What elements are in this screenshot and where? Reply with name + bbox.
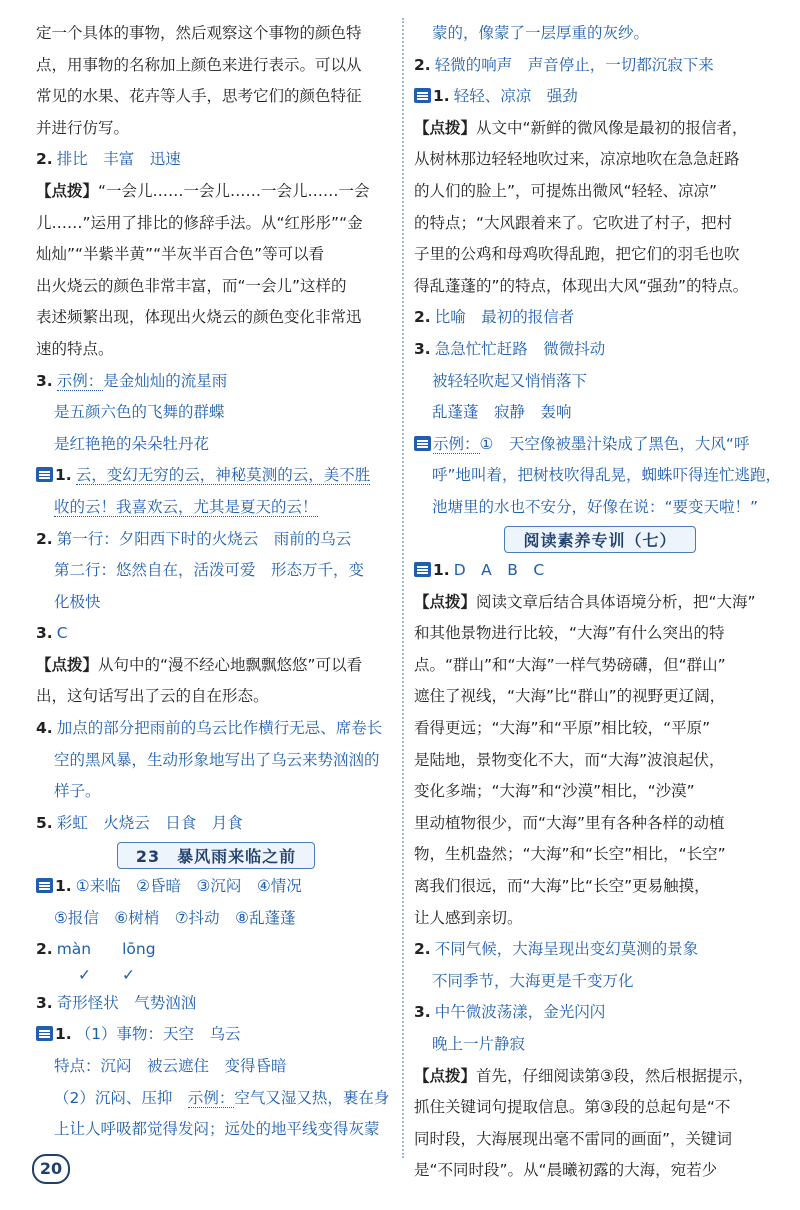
text: 点，用事物的名称加上颜色来进行表示。可以从 — [36, 55, 362, 74]
text-line — [414, 903, 786, 935]
text-line — [36, 176, 396, 208]
text: 物，生机盎然；“大海”和“长空”相比，“长空” — [414, 845, 726, 864]
example-label: 示例： — [433, 434, 480, 453]
text-line — [414, 587, 786, 619]
answer-text: 云，变幻无穷的云，神秘莫测的云，美不胜 — [75, 466, 371, 485]
answer-text: 不同气候，大海呈现出变幻莫测的景象 — [434, 940, 699, 959]
text-line — [36, 366, 396, 398]
question-number: 1. — [55, 466, 72, 485]
text: 出，这句话写出了云的自在形态。 — [36, 687, 269, 706]
answer-text: 是金灿灿的流星雨 — [103, 371, 228, 390]
text: 表述频繁出现，体现出火烧云的颜色变化非常迅 — [36, 308, 362, 327]
text-line — [36, 903, 396, 935]
question-number: 3. — [36, 624, 53, 643]
hint-text: 从文中“新鲜的微风像是最初的报信者， — [476, 118, 748, 137]
answer-text: 中午微波荡漾，金光闪闪 — [434, 1003, 606, 1022]
text-line — [36, 776, 396, 808]
question-number: 3. — [414, 339, 431, 358]
right-column — [414, 18, 786, 1187]
section-marker-icon — [36, 878, 53, 893]
text-line — [36, 988, 396, 1020]
text-line — [36, 271, 396, 303]
text-line — [414, 397, 786, 429]
hint-text: 阅读文章后结合具体语境分析，把“大海” — [476, 592, 756, 611]
text-line — [414, 713, 786, 745]
text-line — [36, 302, 396, 334]
text-line — [36, 524, 396, 556]
answer-text: 样子。 — [54, 782, 101, 801]
text-line — [414, 144, 786, 176]
question-number: 1. — [433, 561, 450, 580]
answer-text: 加点的部分把雨前的乌云比作横行无忌、席卷长 — [56, 719, 383, 738]
question-number: 5. — [36, 813, 53, 832]
text-line — [36, 81, 396, 113]
answer-text: 蒙的，像蒙了一层厚重的灰纱。 — [432, 24, 650, 42]
answer-text: 轻轻、凉凉 强劲 — [453, 87, 578, 106]
answer-text: 收的云！我喜欢云，尤其是夏天的云！ — [54, 497, 318, 516]
section-marker-icon — [414, 88, 431, 103]
answer-text: 是红艳艳的朵朵牡丹花 — [54, 434, 210, 453]
text: 里动植物很少，而“大海”里有各种各样的动植 — [414, 813, 725, 832]
question-number: 3. — [36, 371, 53, 390]
text-line — [414, 460, 786, 492]
text-line — [36, 618, 396, 650]
question-number: 2. — [36, 150, 53, 169]
section-marker-icon — [36, 1026, 53, 1041]
text: 是陆地，景物变化不大，而“大海”波浪起伏， — [414, 750, 725, 769]
example-label: 示例： — [187, 1088, 235, 1107]
text-line — [414, 334, 786, 366]
answer-text: ① 天空像被墨汁染成了黑色，大风“呼 — [479, 434, 750, 453]
hint-text: 首先，仔细阅读第③段，然后根据提示， — [476, 1066, 754, 1085]
question-number: 2. — [414, 308, 431, 327]
text: 的人们的脸上”，可提炼出微风“轻轻、凉凉” — [414, 181, 718, 200]
text-line — [414, 50, 786, 82]
text-line — [36, 208, 396, 240]
answer-text: 空的黑风暴，生动形象地写出了乌云来势汹汹的 — [54, 750, 380, 769]
answer-text: ⑤报信 ⑥树梢 ⑦抖动 ⑧乱蓬蓬 — [54, 908, 296, 927]
text-line — [414, 18, 786, 50]
text: 和其他景物进行比较，“大海”有什么突出的特 — [414, 624, 725, 643]
text-line — [414, 302, 786, 334]
text-line — [414, 1061, 786, 1093]
answer-text: 化极快 — [54, 592, 101, 611]
text-line — [36, 18, 396, 50]
text: 离我们很远，而“大海”比“长空”更易触摸， — [414, 877, 710, 896]
text: 得乱蓬蓬的”的特点，体现出大风“强劲”的特点。 — [414, 276, 749, 295]
example-label: 示例： — [56, 371, 104, 390]
text-line — [414, 871, 786, 903]
text-line — [414, 966, 786, 998]
text-line — [414, 808, 786, 840]
text-line — [414, 745, 786, 777]
text-line — [36, 745, 396, 777]
text-line — [36, 397, 396, 429]
text-line — [414, 650, 786, 682]
text-line — [414, 839, 786, 871]
answer-text: 比喻 最初的报信者 — [434, 308, 575, 327]
text-line — [36, 681, 396, 713]
answer-text: 特点：沉闷 被云遮住 变得昏暗 — [54, 1057, 287, 1075]
hint-text: “一会儿……一会儿……一会儿……一会 — [98, 181, 370, 200]
text: 变化多端；“大海”和“沙漠”相比，“沙漠” — [414, 782, 695, 801]
hint-label: 【点拨】 — [414, 592, 477, 611]
answer-text: 呼”地叫着，把树枝吹得乱晃，蜘蛛吓得连忙逃跑， — [432, 466, 782, 485]
page-number: 20 — [32, 1154, 70, 1184]
answer-text: 不同季节，大海更是千变万化 — [432, 971, 634, 990]
text-line — [36, 334, 396, 366]
answer-text: 是五颜六色的飞舞的群蝶 — [54, 403, 225, 422]
text-line — [414, 555, 786, 587]
hint-label: 【点拨】 — [414, 118, 477, 137]
text-line — [36, 1051, 396, 1083]
text-line — [414, 1155, 786, 1187]
text-line — [414, 113, 786, 145]
answer-text: 上让人呼吸都觉得发闷；远处的地平线变得灰蒙 — [54, 1120, 380, 1139]
answer-text: màn lōng — [56, 940, 156, 959]
question-number: 1. — [55, 877, 72, 896]
section-marker-icon — [414, 562, 431, 577]
text-line — [414, 934, 786, 966]
answer-text: 池塘里的水也不安分，好像在说：“要变天啦！” — [432, 497, 759, 516]
answer-text: 乱蓬蓬 寂静 轰响 — [432, 403, 572, 422]
text-line — [414, 1092, 786, 1124]
text-line — [414, 776, 786, 808]
text: 灿灿”“半紫半黄”“半灰半百合色”等可以看 — [36, 245, 325, 264]
section-marker-icon — [414, 436, 431, 451]
lesson-title: 阅读素养专训（七） — [504, 526, 695, 553]
hint-label: 【点拨】 — [36, 181, 99, 200]
lesson-title-banner — [414, 524, 786, 556]
tick-marks: ✓ ✓ — [78, 965, 135, 984]
text-line — [36, 587, 396, 619]
text-line — [36, 239, 396, 271]
text: 从树林那边轻轻地吹过来，凉凉地吹在急急赶路 — [414, 150, 740, 169]
text: 常见的水果、花卉等人手，思考它们的颜色特征 — [36, 87, 362, 106]
text: 抓住关键词句提取信息。第③段的总起句是“不 — [414, 1098, 731, 1117]
text: 儿……”运用了排比的修辞手法。从“红彤彤”“金 — [36, 213, 363, 232]
text: 遮住了视线，“大海”比“群山”的视野更辽阔， — [414, 687, 726, 706]
text-line — [414, 492, 786, 524]
answer-text: ①来临 ②昏暗 ③沉闷 ④情况 — [75, 877, 302, 896]
pinyin-ticks — [36, 966, 396, 988]
hint-text: 从句中的“漫不经心地飘飘悠悠”可以看 — [98, 655, 363, 674]
section-marker-icon — [36, 467, 53, 482]
question-number: 1. — [55, 1025, 72, 1044]
question-number: 3. — [414, 1003, 431, 1022]
text: 点。“群山”和“大海”一样气势磅礴，但“群山” — [414, 655, 726, 674]
question-number: 2. — [414, 55, 431, 74]
text-line — [36, 555, 396, 587]
question-number: 4. — [36, 719, 53, 738]
text: 速的特点。 — [36, 339, 114, 358]
text-line — [36, 113, 396, 145]
text-line — [414, 429, 786, 461]
text-line — [36, 460, 396, 492]
text-line — [414, 208, 786, 240]
text-line — [36, 492, 396, 524]
question-number: 2. — [36, 940, 53, 959]
text: 同时段，大海展现出毫不雷同的画面”，关键词 — [414, 1129, 733, 1148]
text-line — [414, 1124, 786, 1156]
text-line — [414, 681, 786, 713]
text-line — [36, 713, 396, 745]
text-line — [36, 144, 396, 176]
text: 并进行仿写。 — [36, 118, 130, 137]
answer-text: 急急忙忙赶路 微微抖动 — [434, 339, 606, 358]
lesson-title: 23 暴风雨来临之前 — [117, 842, 315, 869]
answer-text: 空气又湿又热，裹在身 — [234, 1088, 390, 1107]
question-number: 3. — [36, 993, 53, 1012]
text-line — [36, 808, 396, 840]
text: 定一个具体的事物，然后观察这个事物的颜色特 — [36, 24, 362, 42]
answer-text: 排比 丰富 迅速 — [56, 150, 181, 169]
text: 看得更远；“大海”和“平原”相比较，“平原” — [414, 719, 711, 738]
text: 子里的公鸡和母鸡吹得乱跑，把它们的羽毛也吹 — [414, 245, 740, 264]
text: 的特点；“大风跟着来了。它吹进了村子，把村 — [414, 213, 733, 232]
question-number: 2. — [36, 529, 53, 548]
left-column — [36, 18, 396, 1146]
answer-text: （2）沉闷、压抑 — [54, 1088, 188, 1107]
question-number: 1. — [433, 87, 450, 106]
text-line — [36, 429, 396, 461]
text-line — [414, 366, 786, 398]
answer-text: 第二行：悠然自在，活泼可爱 形态万千，变 — [54, 561, 365, 580]
answer-text: 被轻轻吹起又悄悄落下 — [432, 371, 588, 390]
text-line — [414, 81, 786, 113]
answer-text: 轻微的响声 声音停止，一切都沉寂下来 — [434, 55, 714, 74]
column-divider — [402, 18, 404, 1158]
text: 是“不同时段”。从“晨曦初露的大海，宛若少 — [414, 1161, 718, 1180]
text-line — [414, 1029, 786, 1061]
text-line — [36, 650, 396, 682]
text-line — [36, 1019, 396, 1051]
hint-label: 【点拨】 — [36, 655, 99, 674]
answer-text: 晚上一片静寂 — [432, 1035, 526, 1053]
answer-text: D A B C — [453, 561, 545, 580]
text-line — [36, 1083, 396, 1115]
text-line — [414, 271, 786, 303]
text-line — [414, 176, 786, 208]
answer-text: 第一行：夕阳西下时的火烧云 雨前的乌云 — [56, 529, 352, 548]
answer-text: 彩虹 火烧云 日食 月食 — [56, 813, 243, 832]
answer-text: 奇形怪状 气势汹汹 — [56, 993, 197, 1012]
text: 让人感到亲切。 — [414, 908, 523, 927]
answer-text: （1）事物：天空 乌云 — [75, 1025, 241, 1044]
answer-text: C — [56, 624, 68, 643]
text-line — [36, 871, 396, 903]
hint-label: 【点拨】 — [414, 1066, 477, 1085]
question-number: 2. — [414, 940, 431, 959]
text: 出火烧云的颜色非常丰富，而“一会儿”这样的 — [36, 276, 347, 295]
text-line — [36, 934, 396, 966]
text-line — [414, 997, 786, 1029]
text-line — [36, 1114, 396, 1146]
text-line — [414, 618, 786, 650]
lesson-title-banner — [36, 839, 396, 871]
text-line — [414, 239, 786, 271]
text-line — [36, 50, 396, 82]
